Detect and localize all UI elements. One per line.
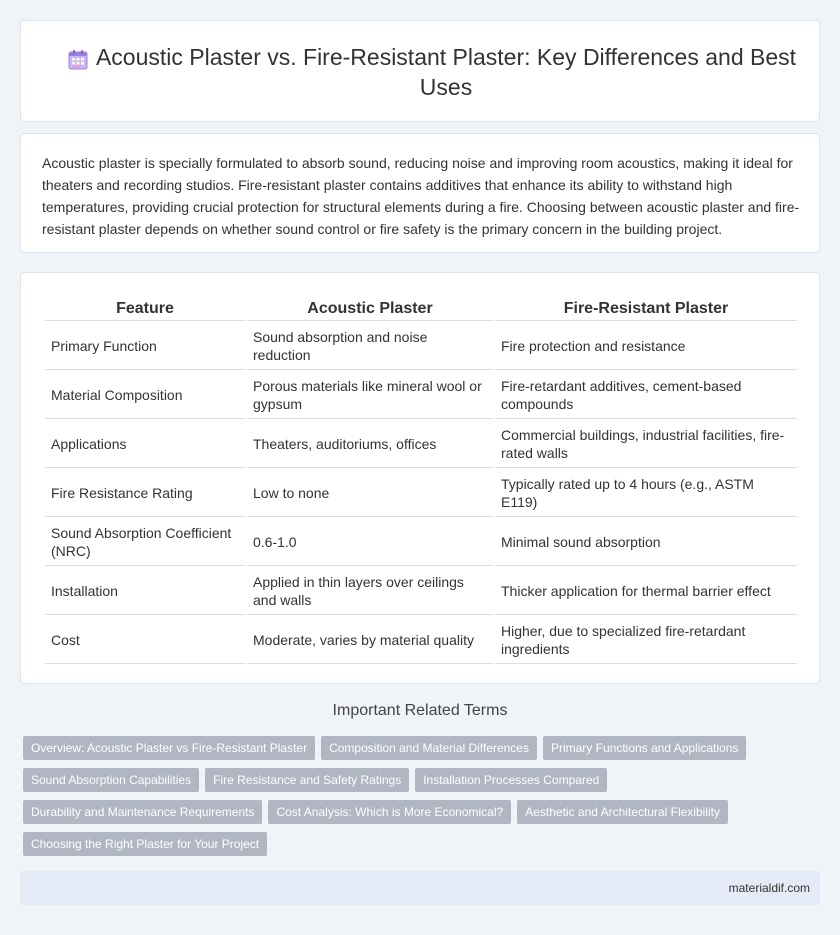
table-cell: Sound absorption and noise reduction — [247, 323, 493, 370]
table-row — [45, 323, 797, 370]
related-term-tag[interactable]: Primary Functions and Applications — [543, 736, 746, 760]
related-terms-title: Important Related Terms — [332, 702, 508, 719]
related-terms-list — [23, 736, 783, 864]
table-cell: Higher, due to specialized fire-retardant ingredients — [495, 617, 797, 664]
calendar-icon — [67, 49, 89, 71]
related-term-tag[interactable]: Fire Resistance and Safety Ratings — [205, 768, 409, 792]
table-cell: Thicker application for thermal barrier effect — [495, 568, 797, 615]
intro-paragraph: Acoustic plaster is specially formulated to absorb sound, reducing noise and improving room acoustics, making it ideal for theaters and recording studios. Fire-resistant plaster contains additives that enhance its ability to withstand high temperatures, providing crucial protection for structural elements during a fire. Choosing between acoustic plaster and fire-resistant plaster depends on whether sound control or fire safety is the primary concern in the building project. — [42, 155, 800, 237]
table-cell: Commercial buildings, industrial facilities, fire-rated walls — [495, 421, 797, 468]
header-fire-resistant-plaster: Fire-Resistant Plaster — [495, 297, 797, 321]
table-cell: Fire-retardant additives, cement-based compounds — [495, 372, 797, 419]
related-term-tag[interactable]: Overview: Acoustic Plaster vs Fire-Resistant Plaster — [23, 736, 315, 760]
related-term-tag[interactable]: Choosing the Right Plaster for Your Project — [23, 832, 267, 856]
table-cell: Sound Absorption Coefficient (NRC) — [45, 519, 245, 566]
comparison-table — [43, 295, 799, 666]
table-row — [45, 421, 797, 468]
table-cell: Primary Function — [45, 323, 245, 370]
table-row — [45, 372, 797, 419]
intro-card — [20, 133, 820, 253]
table-cell: Porous materials like mineral wool or gypsum — [247, 372, 493, 419]
related-term-tag[interactable]: Durability and Maintenance Requirements — [23, 800, 262, 824]
table-cell: Moderate, varies by material quality — [247, 617, 493, 664]
table-row — [45, 617, 797, 664]
related-term-tag[interactable]: Aesthetic and Architectural Flexibility — [517, 800, 728, 824]
table-cell: Installation — [45, 568, 245, 615]
table-card — [20, 272, 820, 684]
table-row — [45, 470, 797, 517]
header-feature: Feature — [45, 297, 245, 321]
footer — [20, 871, 820, 905]
title-wrap — [21, 21, 821, 123]
footer-site-link[interactable]: materialdif.com — [728, 881, 810, 895]
related-term-tag[interactable]: Cost Analysis: Which is More Economical? — [268, 800, 511, 824]
table-cell: Fire protection and resistance — [495, 323, 797, 370]
table-cell: Cost — [45, 617, 245, 664]
table-cell: Applied in thin layers over ceilings and walls — [247, 568, 493, 615]
related-term-tag[interactable]: Installation Processes Compared — [415, 768, 607, 792]
table-cell: Fire Resistance Rating — [45, 470, 245, 517]
table-cell: Low to none — [247, 470, 493, 517]
table-cell: Minimal sound absorption — [495, 519, 797, 566]
header-acoustic-plaster: Acoustic Plaster — [247, 297, 493, 321]
table-cell: 0.6-1.0 — [247, 519, 493, 566]
table-header-row — [45, 297, 797, 321]
related-term-tag[interactable]: Sound Absorption Capabilities — [23, 768, 199, 792]
header-card — [20, 20, 820, 122]
page-title: Acoustic Plaster vs. Fire-Resistant Plaster: Key Differences and Best Uses — [95, 44, 797, 100]
table-cell: Theaters, auditoriums, offices — [247, 421, 493, 468]
table-cell: Typically rated up to 4 hours (e.g., ASTM E119) — [495, 470, 797, 517]
table-row — [45, 519, 797, 566]
related-term-tag[interactable]: Composition and Material Differences — [321, 736, 537, 760]
table-cell: Applications — [45, 421, 245, 468]
table-row — [45, 568, 797, 615]
table-cell: Material Composition — [45, 372, 245, 419]
